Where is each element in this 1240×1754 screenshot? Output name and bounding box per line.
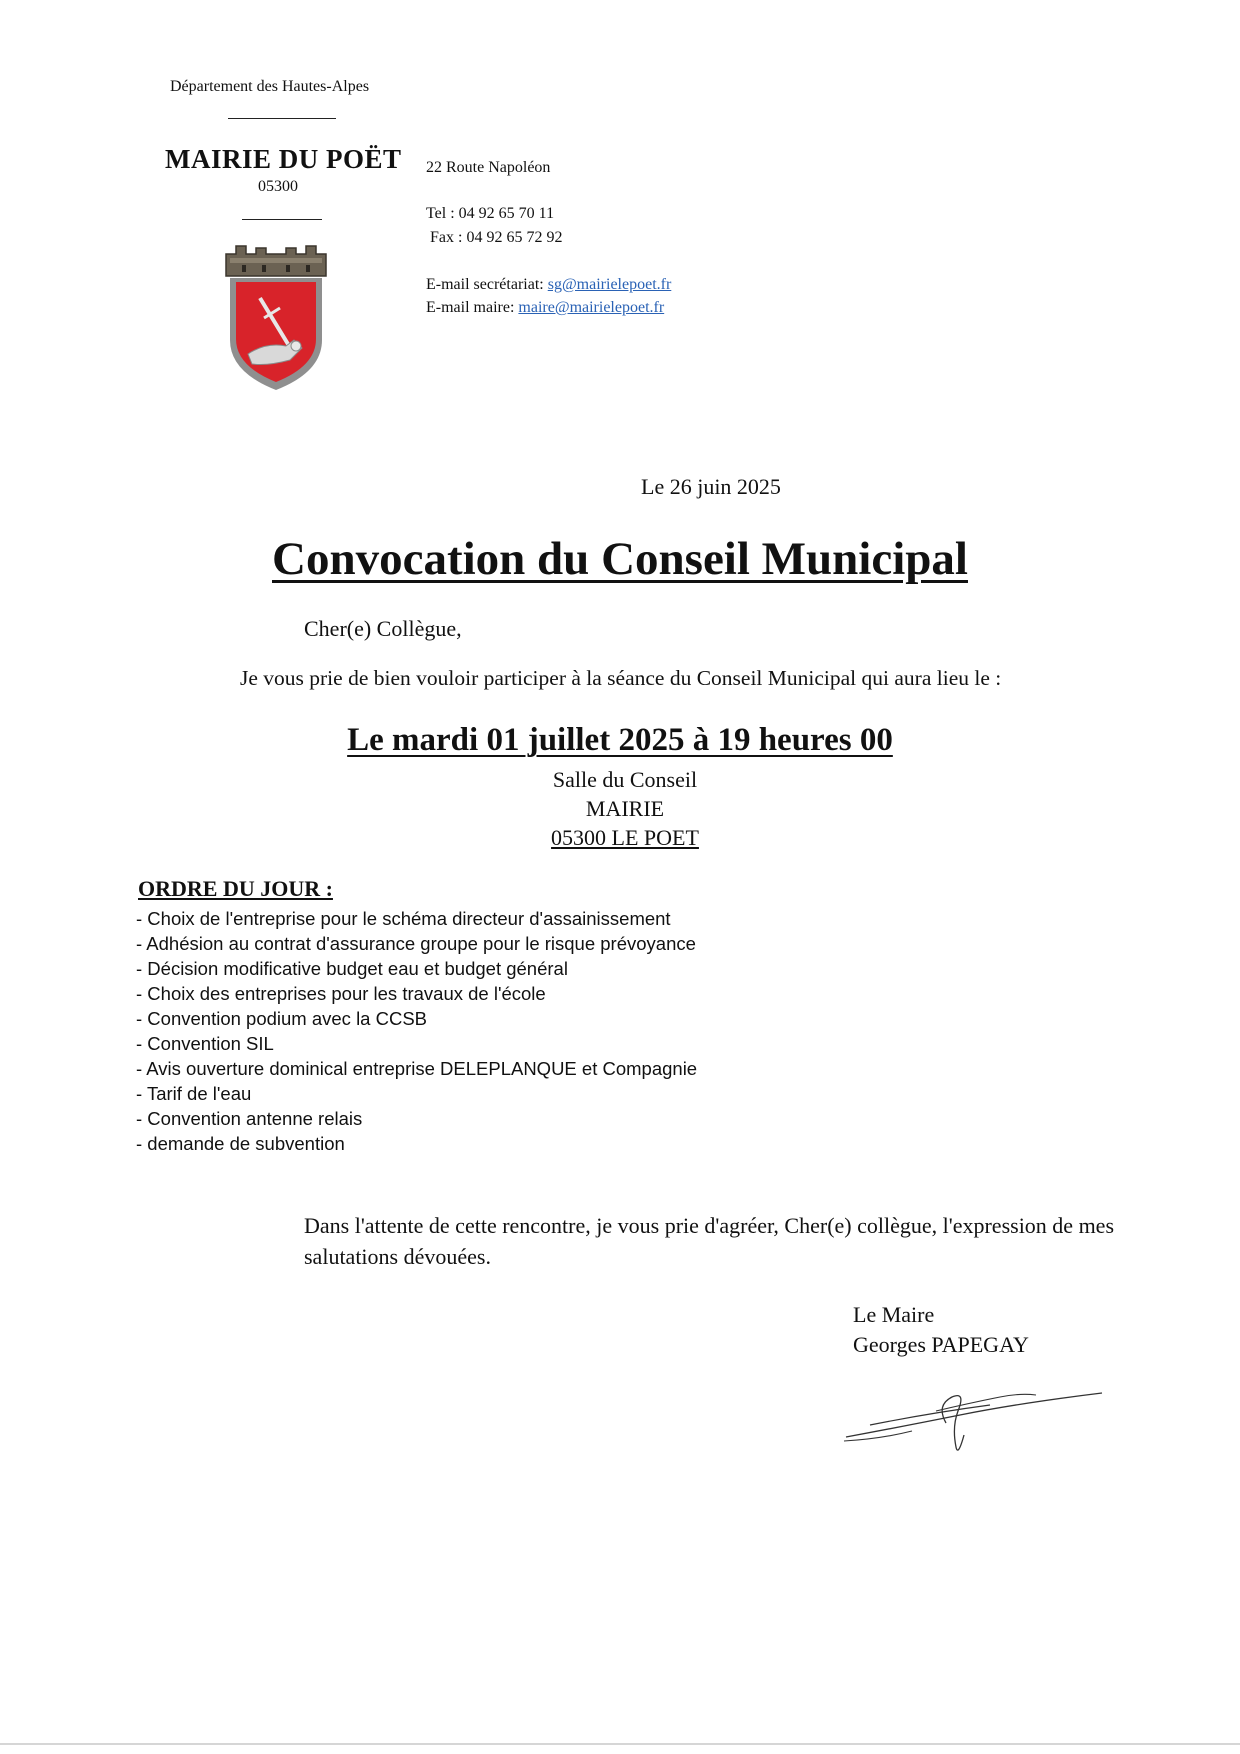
divider [242, 219, 322, 220]
fax-number: 04 92 65 72 92 [466, 229, 563, 246]
mairie-name: MAIRIE DU POËT [165, 144, 402, 174]
agenda-item: - Choix de l'entreprise pour le schéma directeur d'assainissement [136, 908, 671, 929]
location-building: MAIRIE [585, 796, 665, 821]
agenda-item: - Adhésion au contrat d'assurance groupe pour le risque prévoyance [136, 933, 696, 954]
phone-line [426, 205, 554, 223]
location-room: Salle du Conseil [552, 767, 698, 792]
agenda-item: - Tarif de l'eau [136, 1083, 252, 1104]
signatory-name: Georges PAPEGAY [853, 1332, 1029, 1357]
agenda-item: - Convention podium avec la CCSB [136, 1008, 428, 1029]
page-footer-rule [0, 1743, 1240, 1745]
postal-code: 05300 [258, 178, 298, 195]
page-title: Convocation du Conseil Municipal [272, 533, 968, 585]
address: 22 Route Napoléon [426, 159, 551, 176]
agenda-item: - Choix des entreprises pour les travaux de l'école [136, 983, 546, 1004]
email-secretariat-link[interactable]: sg@mairielepoet.fr [547, 276, 672, 293]
email-maire-link[interactable]: maire@mairielepoet.fr [518, 299, 665, 316]
signatory-title: Le Maire [853, 1302, 935, 1327]
letter-date: Le 26 juin 2025 [641, 474, 781, 499]
location-city: 05300 LE POET [551, 825, 699, 850]
fax-line [430, 229, 562, 247]
agenda-title: ORDRE DU JOUR : [138, 876, 333, 901]
email-maire-label: E-mail maire: [426, 299, 519, 316]
email-maire-line [426, 299, 664, 317]
agenda-list [136, 906, 697, 1156]
phone-label: Tel : [426, 205, 459, 222]
phone-number: 04 92 65 70 11 [458, 205, 555, 222]
email-secretariat-label: E-mail secrétariat: [426, 276, 548, 293]
signature-icon [840, 1375, 1105, 1455]
agenda-item: - Avis ouverture dominical entreprise DELEPLANQUE et Compagnie [136, 1058, 698, 1079]
agenda-item: - Convention SIL [136, 1033, 274, 1054]
greeting: Cher(e) Collègue, [304, 616, 462, 641]
department-label: Département des Hautes-Alpes [170, 78, 370, 95]
divider [228, 118, 336, 119]
agenda-item: - demande de subvention [136, 1133, 345, 1154]
agenda-item: - Décision modificative budget eau et budget général [136, 958, 568, 979]
fax-label: Fax : [430, 229, 467, 246]
meeting-datetime: Le mardi 01 juillet 2025 à 19 heures 00 [347, 722, 893, 758]
intro-text: Je vous prie de bien vouloir participer à la séance du Conseil Municipal qui aura lieu le : [240, 666, 1002, 690]
email-secretariat-line [426, 276, 671, 294]
agenda-item: - Convention antenne relais [136, 1108, 363, 1129]
closing-paragraph: Dans l'attente de cette rencontre, je vous prie d'agréer, Cher(e) collègue, l'expression de mes salutations dévouées. [304, 1213, 1115, 1269]
coat-of-arms-icon [222, 242, 330, 392]
